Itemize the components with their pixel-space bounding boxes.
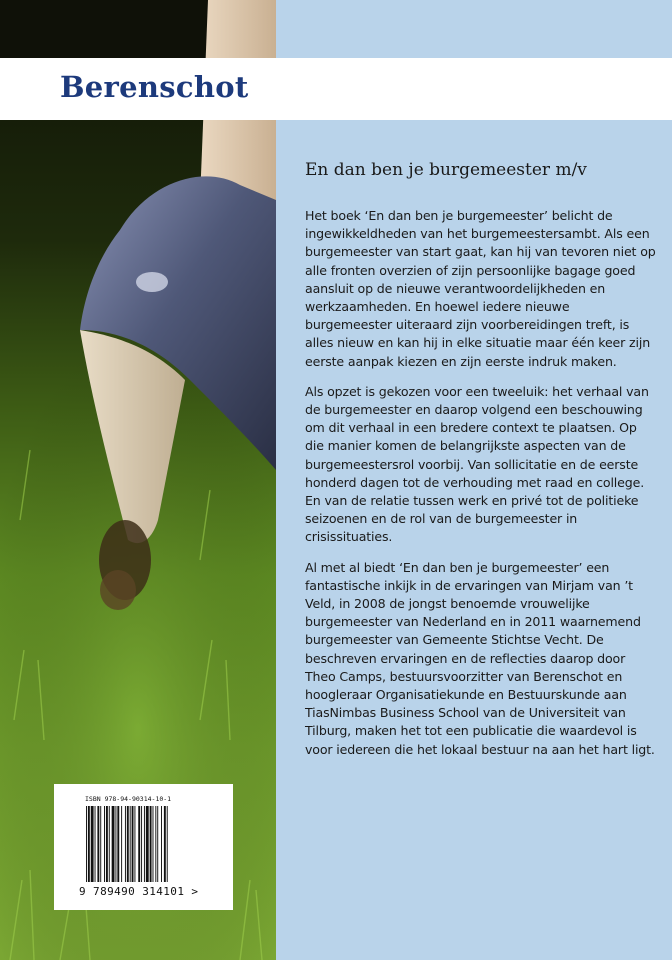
back-cover-blurb xyxy=(305,207,657,771)
isbn-label: ISBN 978-94-90314-10-1 xyxy=(85,795,172,803)
publisher-logo: Berenschot xyxy=(60,70,249,104)
blurb-paragraph: Al met al biedt ‘En dan ben je burgemeester’ een fantastische inkijk in de ervaringen van Mirjam van ’t Veld, in 2008 de jongst benoemde vrouwelijke burgemeester van Nederland en in 2011 waarnemend burgemeester van Gemeente Stichtse Vecht. De beschreven ervaringen en de reflecties daarop door Theo Camps, bestuursvoorzitter van Berenschot en hoogleraar Organisatiekunde en Bestuurskunde aan TiasNimbas Business School van de Universiteit van Tilburg, maken het tot een publicatie die waardevol is voor iedereen die het lokaal bestuur na aan het hart ligt. xyxy=(305,559,655,757)
barcode-digits: 9 789490 314101 > xyxy=(79,885,199,898)
blurb-paragraph: Als opzet is gekozen voor een tweeluik: het verhaal van de burgemeester en daarop volgend een beschouwing om dit verhaal in een bredere context te plaatsen. Op die manier komen de belangrijkste aspecten van de burgemeestersrol voorbij. Van sollicitatie en de eerste honderd dagen tot de verhouding met raad en college. En van de relatie tussen werk en privé tot de politieke seizoenen en de rol van de burgemeester in crisissituaties. xyxy=(305,383,649,545)
blurb-paragraph: Het boek ‘En dan ben je burgemeester’ belicht de ingewikkeldheden van het burgemeestersambt. Als een burgemeester van start gaat, kan hij van tevoren niet op alle fronten overzien of zijn persoonlijke bagage goed aansluit op de nieuwe verantwoordelijkheden en werkzaamheden. En hoewel iedere nieuwe burgemeester uiteraard zijn voorbereidingen treft, is alles nieuw en kan hij in elke situatie maar één keer zijn eerste aanpak kiezen en zijn eerste indruk maken. xyxy=(305,208,656,369)
book-title: En dan ben je burgemeester m/v xyxy=(305,160,587,180)
barcode-icon xyxy=(86,806,206,882)
